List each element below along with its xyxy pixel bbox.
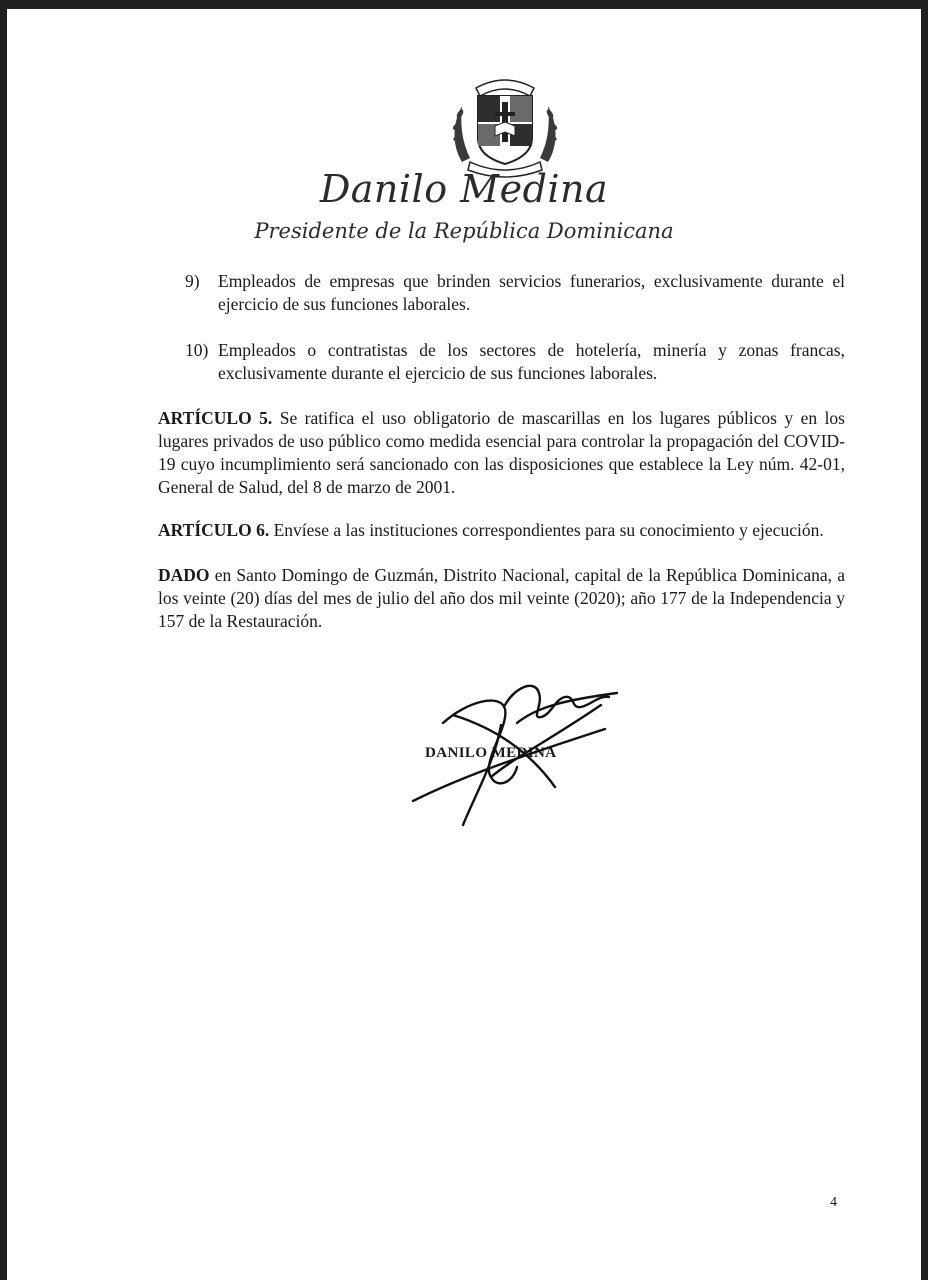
page-number: 4	[830, 1195, 837, 1210]
signer-name: DANILO MEDINA	[425, 745, 557, 761]
article-5	[158, 407, 845, 499]
list-item	[185, 270, 845, 316]
list-item-number: 9)	[185, 271, 200, 291]
letterhead-name: Danilo Medina	[319, 167, 609, 211]
closing-paragraph	[158, 564, 845, 633]
article-label: ARTÍCULO 6.	[158, 520, 270, 540]
list-item-text: Empleados o contratistas de los sectores de hotelería, minería y zonas francas, exclusivamente durante el ejercicio de sus funciones laborales.	[218, 340, 845, 383]
coat-of-arms-seal	[448, 66, 562, 178]
letterhead-subtitle: Presidente de la República Dominicana	[254, 219, 674, 243]
document-page	[7, 9, 921, 1280]
list-item	[185, 339, 845, 385]
article-6	[158, 519, 845, 542]
closing-label: DADO	[158, 565, 210, 585]
closing-text: en Santo Domingo de Guzmán, Distrito Nacional, capital de la República Dominicana, a los veinte (20) días del mes de julio del año dos mil veinte (2020); año 177 de la Independencia y 157 de la Restauración.	[158, 565, 845, 631]
article-text: Envíese a las instituciones correspondientes para su conocimiento y ejecución.	[273, 520, 824, 540]
article-text: Se ratifica el uso obligatorio de mascarillas en los lugares públicos y en los lugares privados de uso público como medida esencial para controlar la propagación del COVID-19 cuyo incumplimiento será sancionado con las disposiciones que establece la Ley núm. 42-01, General de Salud, del 8 de marzo de 2001.	[158, 408, 845, 497]
list-item-number: 10)	[185, 340, 209, 360]
article-label: ARTÍCULO 5.	[158, 408, 273, 428]
list-item-text: Empleados de empresas que brinden servicios funerarios, exclusivamente durante el ejercicio de sus funciones laborales.	[218, 271, 845, 314]
handwritten-signature	[405, 665, 625, 835]
